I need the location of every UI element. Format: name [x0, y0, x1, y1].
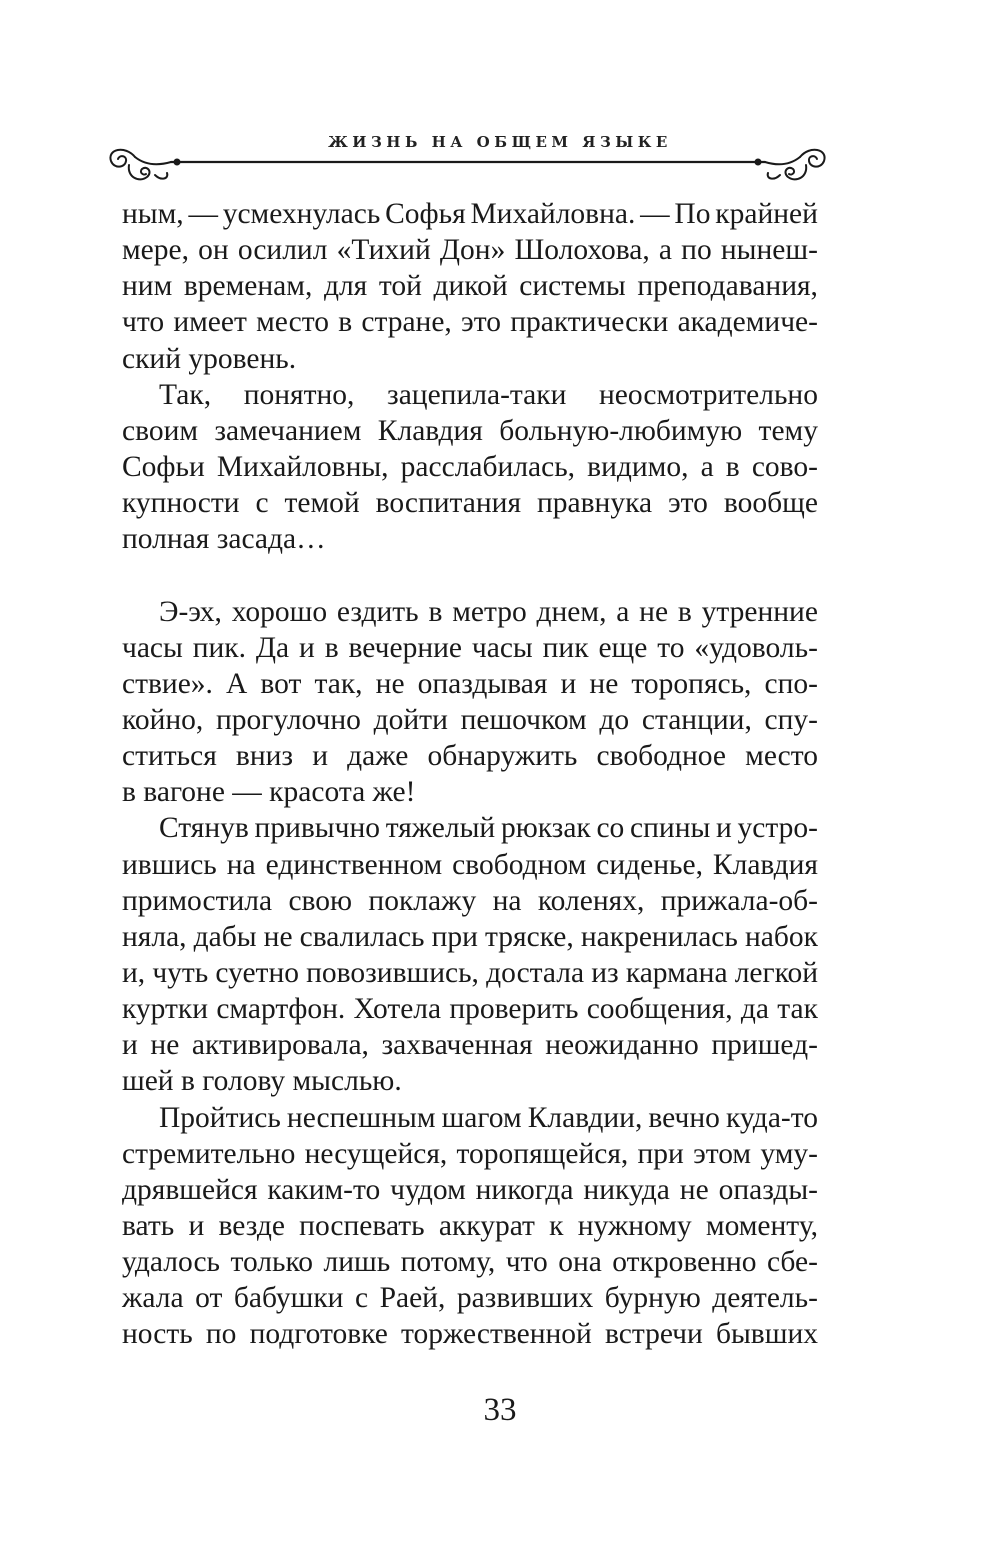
text-line: ститься вниз и даже обнаружить свободное место [122, 740, 818, 773]
text-line: Стянув привычно тяжелый рюкзак со спины и устро- [159, 812, 818, 845]
text-line: примостила свою поклажу на коленях, прижала-об- [122, 884, 818, 917]
text-line: дрявшейся каким-то чудом никогда никуда не опазды- [122, 1173, 818, 1206]
text-line: койно, прогулочно дойти пешочком до станции, спу- [122, 703, 818, 736]
text-line: няла, дабы не свалилась при тряске, накренилась набок [122, 920, 818, 953]
running-title: ЖИЗНЬ НА ОБЩЕМ ЯЗЫКЕ [328, 133, 672, 151]
text-line: вать и везде поспевать аккурат к нужному моменту, [122, 1209, 818, 1242]
body-text [122, 196, 818, 1353]
text-line: удалось только лишь потому, что она откровенно сбе- [122, 1246, 818, 1279]
text-line: ский уровень. [122, 342, 297, 375]
text-line: купности с темой воспитания правнука это вообще [122, 487, 818, 520]
text-line: часы пик. Да и в вечерние часы пик еще то «удоволь- [122, 631, 818, 664]
text-line: и, чуть суетно повозившись, достала из кармана легкой [122, 956, 818, 989]
text-line: ним временам, для той дикой системы преподавания, [122, 270, 818, 303]
text-line: ность по подготовке торжественной встречи бывших [122, 1318, 818, 1351]
text-line: мере, он осилил «Тихий Дон» Шолохова, а по нынеш- [122, 234, 818, 267]
text-line: Софьи Михайловны, расслабилась, видимо, а в сово- [122, 450, 818, 483]
text-line: Э-эх, хорошо ездить в метро днем, а не в утренние [159, 595, 818, 628]
page-number: 33 [483, 1392, 517, 1428]
text-line: шей в голову мыслью. [122, 1065, 402, 1098]
text-line: и не активировала, захваченная неожиданно пришед- [122, 1029, 818, 1062]
header-ornament-icon [105, 135, 830, 187]
text-line: ным, — усмехнулась Софья Михайловна. — По крайней [122, 198, 818, 230]
text-line: ившись на единственном свободном сиденье, Клавдия [122, 848, 818, 881]
text-line: стремительно несущейся, торопящейся, при этом уму- [122, 1137, 818, 1170]
text-line: полная засада… [122, 523, 326, 556]
text-line: Так, понятно, зацепила-таки неосмотрительно [159, 378, 818, 411]
text-line: что имеет место в стране, это практически академиче- [122, 306, 818, 339]
text-line: своим замечанием Клавдия больную-любимую тему [122, 414, 818, 447]
text-line: жала от бабушки с Раей, развивших бурную деятель- [122, 1282, 818, 1315]
text-line: ствие». А вот так, не опаздывая и не торопясь, спо- [122, 667, 818, 700]
text-line: в вагоне — красота же! [122, 776, 416, 809]
text-line: Пройтись неспешным шагом Клавдии, вечно куда-то [159, 1101, 818, 1134]
paragraph-gap [122, 557, 818, 593]
text-line: куртки смартфон. Хотела проверить сообщения, да так [122, 993, 818, 1026]
